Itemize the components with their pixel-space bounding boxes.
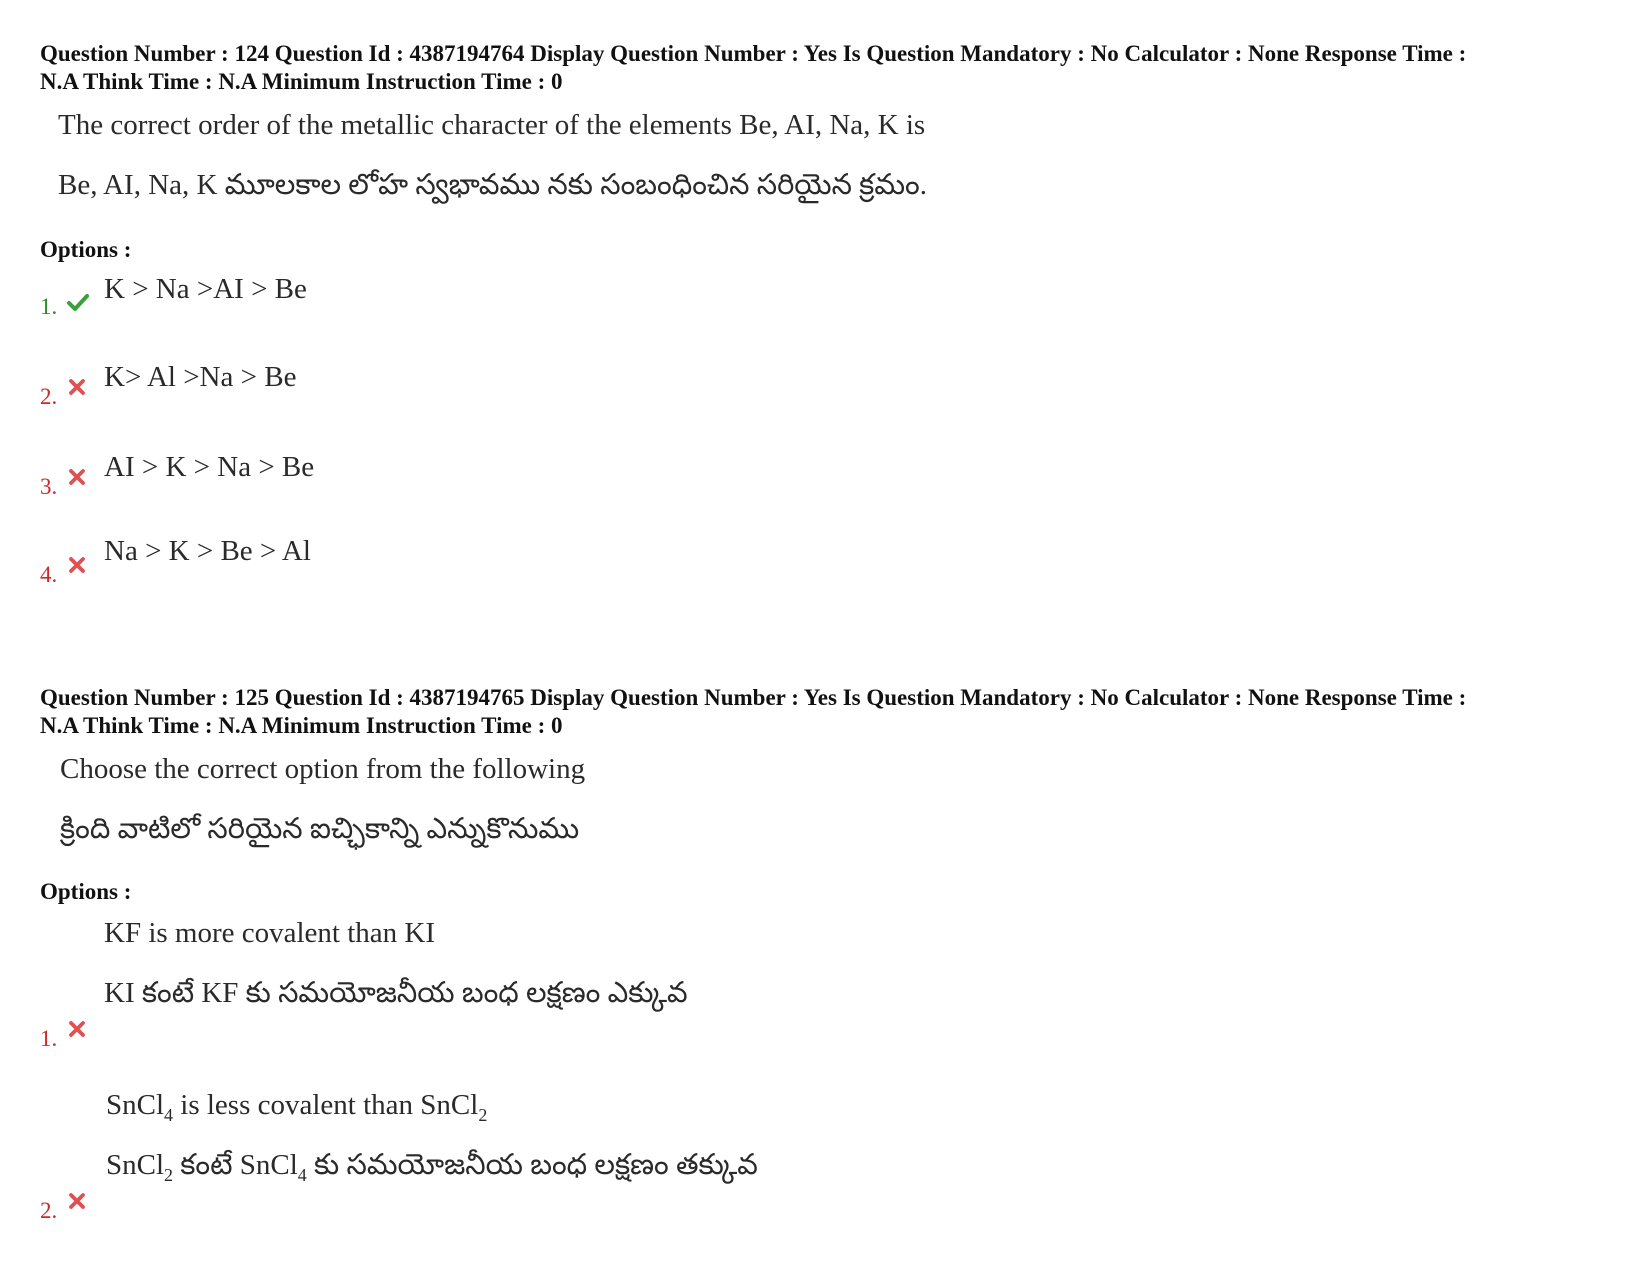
subscript: 2 (478, 1104, 488, 1125)
cross-icon (68, 378, 86, 396)
option-text: AI > K > Na > Be (104, 451, 315, 483)
option-number: 3. (40, 474, 58, 499)
option-text: K> Al >Na > Be (104, 361, 297, 393)
cross-icon (68, 468, 86, 486)
question-text-telugu: Be, AI, Na, K మూలకాల లోహ స్వభావము నకు సంబంధించిన సరియైన క్రమం. (58, 169, 927, 201)
option-number: 2. (40, 384, 58, 409)
question-text-telugu: క్రింది వాటిలో సరియైన ఐచ్ఛికాన్ని ఎన్నుకొనుము (60, 813, 580, 845)
subscript: 2 (164, 1164, 174, 1185)
option-text: Na > K > Be > Al (104, 535, 311, 567)
option-text-middle: is less covalent than SnCl (173, 1089, 479, 1121)
options-label: Options : (40, 879, 132, 904)
option-number: 1. (40, 1026, 58, 1051)
question-125 (40, 684, 1620, 1223)
option-number: 2. (40, 1198, 58, 1223)
question-meta-line-1: Question Number : 124 Question Id : 4387194764 Display Question Number : Yes Is Question Mandatory : No Calculator : None Response Time : (40, 41, 1467, 66)
option-text-telugu (106, 1148, 758, 1185)
question-meta-line-2: N.A Think Time : N.A Minimum Instruction Time : 0 (40, 713, 563, 738)
check-icon (66, 290, 90, 314)
formula-sncl: SnCl (106, 1089, 165, 1121)
option-text-english (106, 1088, 488, 1125)
option-text-middle: కంటే SnCl (173, 1149, 298, 1181)
option-text-telugu: KI కంటే KF కు సమయోజనీయ బంధ లక్షణం ఎక్కువ (104, 977, 688, 1009)
option-number: 1. (40, 294, 58, 319)
options-label: Options : (40, 237, 132, 262)
question-text-english: Choose the correct option from the following (60, 753, 586, 785)
question-meta-line-1: Question Number : 125 Question Id : 4387194765 Display Question Number : Yes Is Question Mandatory : No Calculator : None Response Time : (40, 685, 1467, 710)
formula-sncl: SnCl (106, 1149, 165, 1181)
option-text-english: KF is more covalent than KI (104, 917, 436, 949)
cross-icon (68, 556, 86, 574)
cross-icon (68, 1192, 86, 1210)
question-124 (40, 40, 1620, 587)
subscript: 4 (164, 1104, 174, 1125)
question-meta-line-2: N.A Think Time : N.A Minimum Instruction Time : 0 (40, 69, 563, 94)
cross-icon (68, 1020, 86, 1038)
subscript: 4 (297, 1164, 307, 1185)
option-text-end: కు సమయోజనీయ బంధ లక్షణం తక్కువ (306, 1149, 758, 1181)
option-number: 4. (40, 562, 58, 587)
question-text-english: The correct order of the metallic character of the elements Be, AI, Na, K is (58, 109, 926, 141)
option-text: K > Na >AI > Be (104, 273, 307, 305)
